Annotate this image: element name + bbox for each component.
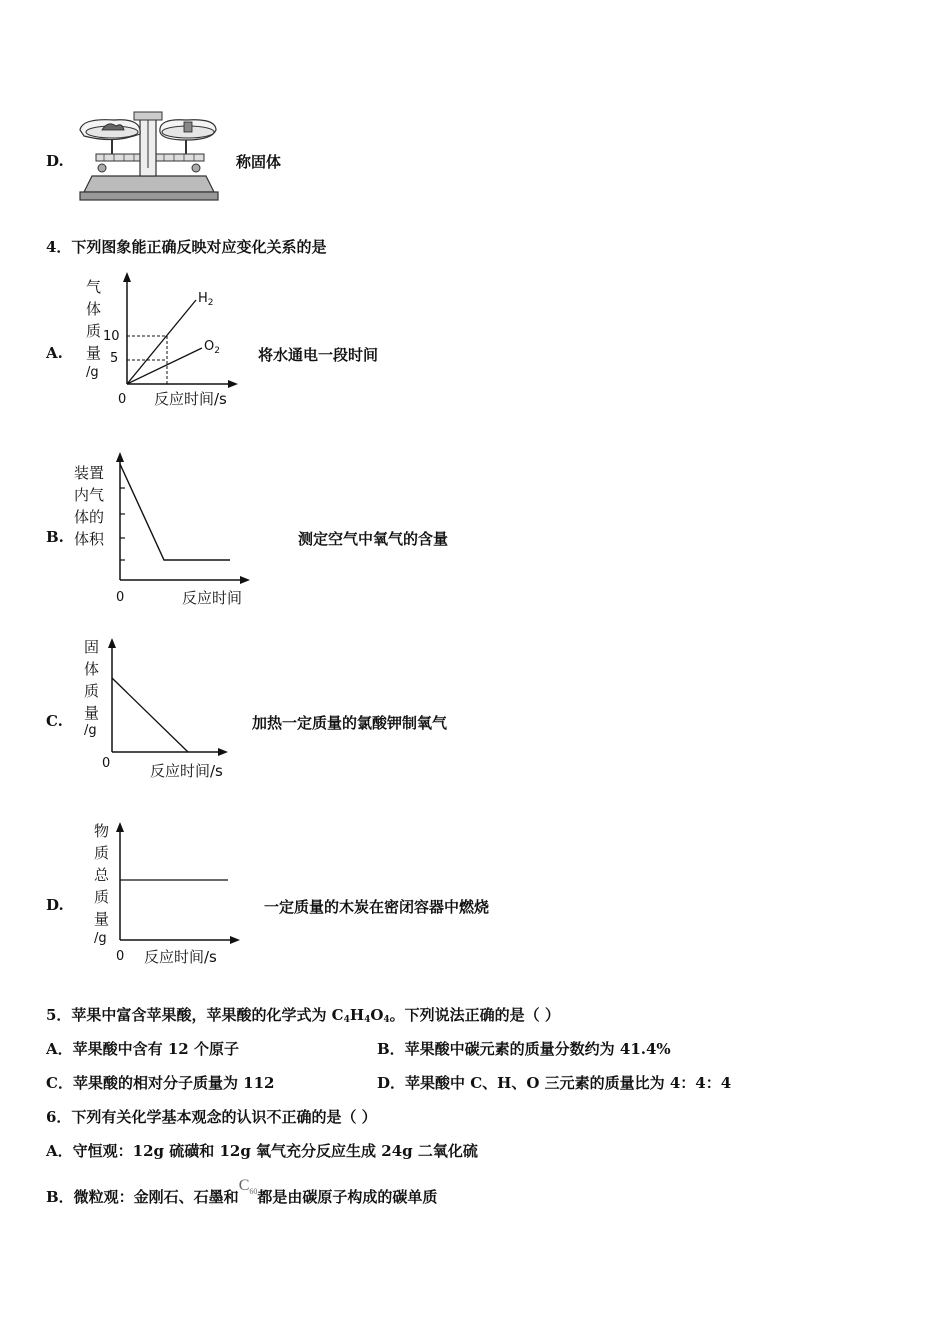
chart-d-yunit: /g [94,931,107,946]
q4-chart-a [80,270,250,415]
q6-option-b: B．微粒观：金刚石、石墨和$C_{60}$都是由碳原子构成的碳单质 [46,1177,438,1206]
chart-c-xlabel: 反应时间/s [150,762,223,780]
chart-d-origin: 0 [116,949,125,964]
chart-d-ylabel-1: 物 [94,822,110,840]
chart-d-ylabel-3: 总 [94,866,110,884]
chart-c-ylabel-3: 质 [84,682,100,700]
chart-b-series [120,464,230,560]
q4-option-c-caption: 加热一定质量的氯酸钾制氧气 [252,714,448,732]
q6-stem: 6．下列有关化学基本观念的认识不正确的是（ ） [46,1108,377,1126]
chart-d-ylabel-2: 质 [94,844,110,862]
chart-d-xlabel: 反应时间/s [144,948,217,966]
chart-b-ylabel-2: 内气 [74,486,105,504]
chart-a-series-h2 [127,300,196,384]
c60-formula: $C_{60}$ [238,1177,258,1197]
q4-option-b-letter: B. [46,528,64,546]
chart-c-ylabel-2: 体 [84,660,100,678]
q4-option-a-letter: A. [46,344,63,362]
q4-option-d-caption: 一定质量的木炭在密闭容器中燃烧 [264,898,490,916]
chart-a-origin: 0 [118,392,127,407]
q4-option-a-caption: 将水通电一段时间 [258,346,379,364]
chart-a-ytick-10: 10 [103,329,120,344]
chart-b-ylabel-4: 体积 [74,530,105,548]
q3-option-d-caption: 称固体 [236,153,282,171]
chart-a-ylabel-3: 质 [86,322,102,340]
chart-b-xlabel: 反应时间 [182,589,243,607]
chart-a-ylabel-1: 气 [86,278,102,296]
q4-stem: 4．下列图象能正确反映对应变化关系的是 [46,238,327,256]
chart-a-xlabel: 反应时间/s [154,390,227,408]
chart-b-ylabel-1: 装置 [74,464,105,482]
q6-option-a: A．守恒观：12g 硫磺和 12g 氧气充分反应生成 24g 二氧化硫 [46,1142,478,1160]
balance-scale-image [74,110,224,205]
q5-option-b: B．苹果酸中碳元素的质量分数约为 41.4% [377,1040,671,1058]
chart-c-ylabel-4: 量 [84,704,100,722]
chart-b-ylabel-3: 体的 [74,508,105,526]
chart-c-origin: 0 [102,756,111,771]
chart-d-ylabel-5: 量 [94,910,110,928]
q5-option-d: D．苹果酸中 C、H、O 三元素的质量比为 4：4：4 [377,1074,732,1092]
chart-a-series-o2 [127,348,202,384]
q3-option-d-letter: D. [46,152,64,170]
q4-chart-b [70,448,260,610]
chart-a-ylabel-2: 体 [86,300,102,318]
q5-option-a: A．苹果酸中含有 12 个原子 [46,1040,239,1058]
chart-d-ylabel-4: 质 [94,888,110,906]
chart-a-ylabel-4: 量 [86,344,102,362]
chart-a-ytick-5: 5 [110,351,119,366]
chart-a-series-h2-label: $H_2$ [198,291,214,308]
chart-c-series [112,678,188,752]
chart-a-yunit: /g [86,365,99,380]
chart-b-origin: 0 [116,590,125,605]
q5-stem: 5．苹果中富含苹果酸，苹果酸的化学式为 $C_4H_4O_4$。下列说法正确的是（ ） [46,1006,560,1025]
chart-c-yunit: /g [84,723,97,738]
q4-option-c-letter: C. [46,712,63,730]
q5-option-c: C．苹果酸的相对分子质量为 112 [46,1074,275,1092]
q4-option-d-letter: D. [46,896,64,914]
chart-c-ylabel-1: 固 [84,638,100,656]
q4-chart-c [78,632,248,780]
q4-chart-d [86,816,252,966]
q4-option-b-caption: 测定空气中氧气的含量 [298,530,449,548]
chart-a-series-o2-label: $O_2$ [204,339,220,356]
